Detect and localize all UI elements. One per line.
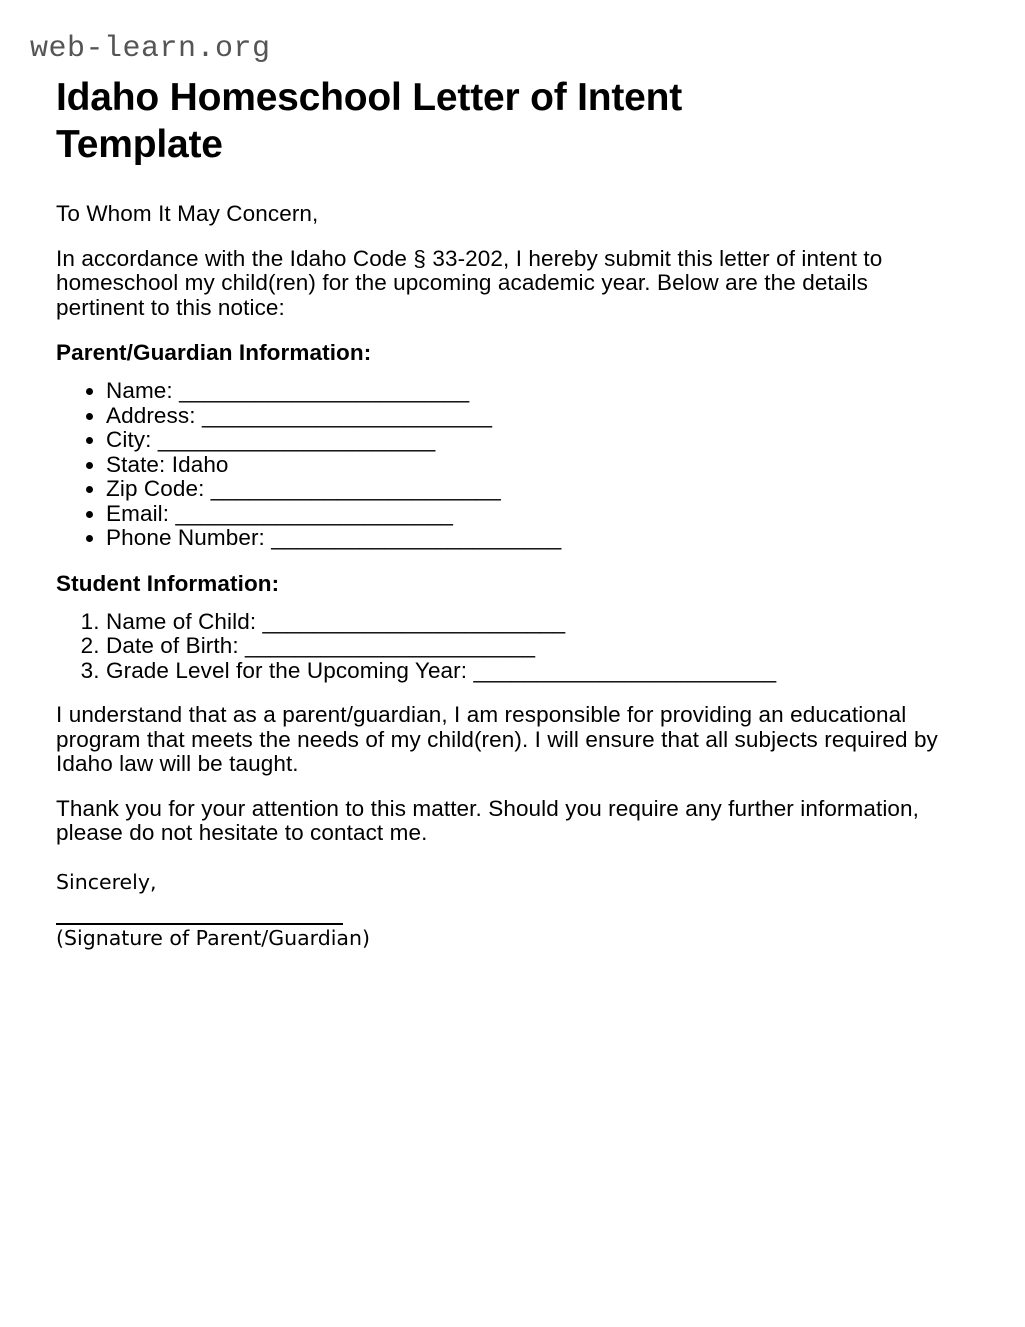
list-item: • State: Idaho bbox=[106, 453, 956, 478]
student-information-heading: Student Information: bbox=[56, 570, 280, 596]
parent-guardian-list bbox=[56, 379, 956, 551]
responsibility-paragraph: I understand that as a parent/guardian, I am responsible for providing an educational program that meets the needs of my child(ren). I will ensure that all subjects required by Idaho law will be taught. bbox=[56, 702, 938, 776]
list-item: • Address: _______________________ bbox=[106, 404, 956, 429]
site-logo: web-learn.org bbox=[30, 32, 271, 66]
list-item: • Name: _______________________ bbox=[106, 379, 956, 404]
thanks-paragraph: Thank you for your attention to this matter. Should you require any further information, please do not hesitate to contact me. bbox=[56, 795, 920, 845]
list-item: 2. Date of Birth: _______________________ bbox=[106, 634, 956, 659]
signature-line bbox=[56, 923, 343, 925]
page-title: Idaho Homeschool Letter of Intent Template bbox=[56, 76, 683, 166]
list-item: • City: ______________________ bbox=[106, 428, 956, 453]
salutation: To Whom It May Concern, bbox=[56, 201, 319, 226]
list-item: • Zip Code: _______________________ bbox=[106, 477, 956, 502]
intro-paragraph: In accordance with the Idaho Code § 33-202, I hereby submit this letter of intent to homeschool my child(ren) for the upcoming academic year. Below are the details pertinent to this notice: bbox=[56, 245, 883, 320]
closing-line: Sincerely, bbox=[56, 869, 157, 894]
list-item: 1. Name of Child: ________________________ bbox=[106, 610, 956, 635]
student-information-list bbox=[56, 610, 956, 684]
list-item: • Phone Number: _______________________ bbox=[106, 526, 956, 551]
list-item: • Email: ______________________ bbox=[106, 502, 956, 527]
document-body bbox=[56, 74, 956, 951]
parent-guardian-heading: Parent/Guardian Information: bbox=[56, 340, 372, 365]
signature-caption: (Signature of Parent/Guardian) bbox=[56, 925, 370, 950]
list-item: 3. Grade Level for the Upcoming Year: ________________________ bbox=[106, 659, 956, 684]
